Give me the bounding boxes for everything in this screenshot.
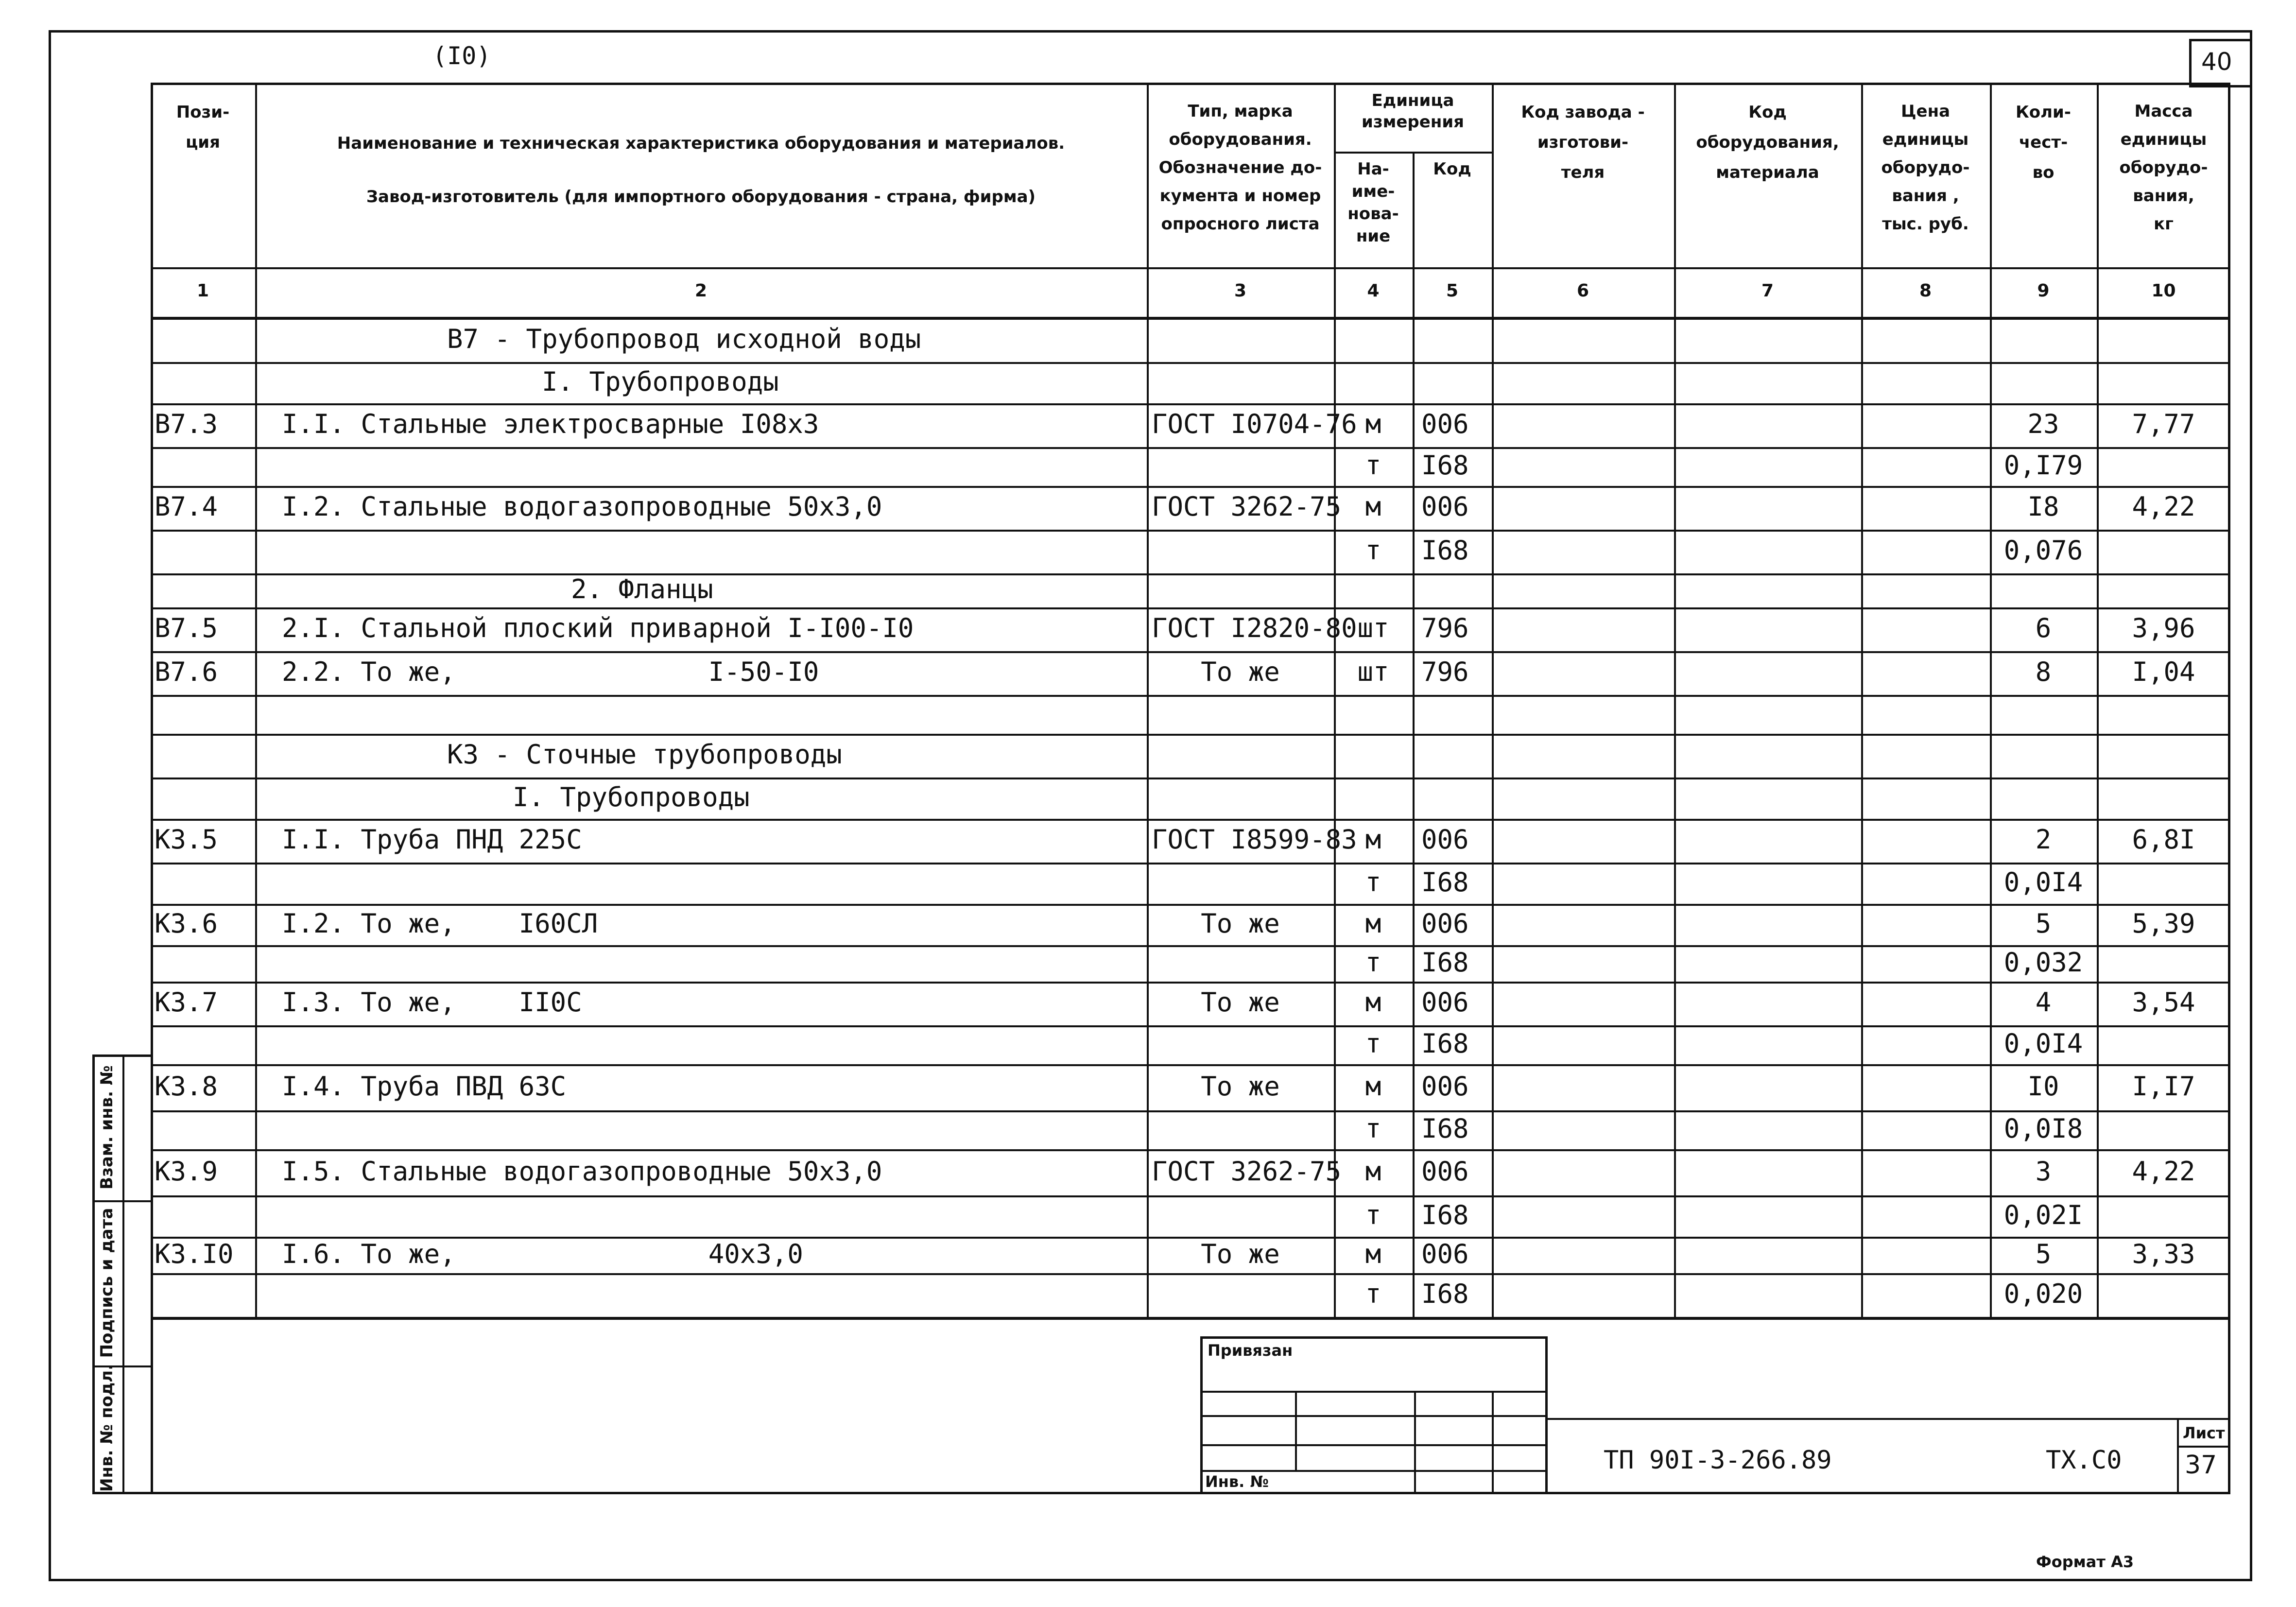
table-cell: 6,8I	[2132, 824, 2195, 855]
table-cell: т	[1365, 1279, 1381, 1309]
column-number: 8	[1919, 281, 1932, 301]
header-bottom-line	[151, 267, 2230, 269]
table-cell: шт	[1357, 657, 1389, 687]
table-cell: I68	[1421, 947, 1469, 978]
table-cell: м	[1365, 824, 1381, 855]
table-cell: I0	[2027, 1071, 2059, 1102]
table-cell: 2.2. То же, I-50-I0	[282, 657, 819, 687]
row-line	[151, 362, 2230, 364]
table-cell: 006	[1421, 1156, 1469, 1187]
table-cell: То же	[1201, 987, 1280, 1018]
row-line	[151, 403, 2230, 405]
table-cell: То же	[1201, 1238, 1280, 1269]
col-line	[1147, 83, 1149, 1317]
table-cell: 5	[2035, 1238, 2052, 1269]
column-number: 6	[1576, 281, 1589, 301]
tb-line-2	[1200, 1415, 1548, 1417]
colnum-bottom-line	[151, 317, 2230, 320]
table-cell: ГОСТ I2820-80	[1152, 613, 1357, 643]
table-cell: I.3. То же, II0С	[282, 987, 582, 1018]
table-cell: т	[1365, 535, 1381, 566]
table-cell: т	[1365, 866, 1381, 898]
table-cell: I,I7	[2132, 1071, 2195, 1102]
row-line	[151, 447, 2230, 449]
column-header: Код завода - изготови- теля	[1521, 103, 1645, 182]
table-cell: В7.5	[155, 613, 218, 643]
table-cell: К3.I0	[155, 1238, 234, 1269]
row-line	[151, 1064, 2230, 1066]
table-cell: I68	[1421, 1279, 1469, 1309]
table-cell: 0,0I4	[2003, 1028, 2083, 1059]
row-line	[151, 695, 2230, 697]
column-header: Код	[1433, 159, 1471, 179]
table-cell: 006	[1421, 824, 1469, 855]
inv-orig-label: Инв. № подл.	[97, 1364, 117, 1492]
table-cell: I68	[1421, 535, 1469, 566]
section-title: К3 - Сточные трубопроводы	[447, 739, 842, 770]
table-cell: т	[1365, 450, 1381, 481]
sheet-box-divider	[2177, 1418, 2179, 1494]
row-line	[151, 819, 2230, 821]
column-number: 5	[1446, 281, 1459, 301]
sheet-box-line	[2177, 1446, 2230, 1448]
row-line	[151, 486, 2230, 488]
doc-code: ТП 90I-3-266.89	[1604, 1446, 1832, 1475]
format-label: Формат А3	[2036, 1553, 2134, 1571]
column-header: На- име- нова- ние	[1347, 159, 1399, 246]
table-cell: К3.6	[155, 908, 218, 939]
table-cell: м	[1365, 409, 1381, 439]
table-cell: I68	[1421, 1113, 1469, 1144]
table-cell: К3.5	[155, 824, 218, 855]
table-cell: К3.8	[155, 1071, 218, 1102]
table-cell: 4,22	[2132, 1156, 2195, 1187]
table-cell: м	[1365, 1071, 1381, 1102]
table-cell: 5	[2035, 908, 2052, 939]
table-cell: I68	[1421, 1199, 1469, 1230]
tb-main-top	[1548, 1418, 2230, 1420]
table-cell: 0,0I8	[2003, 1113, 2083, 1144]
row-line	[151, 1273, 2230, 1275]
col-line	[1674, 83, 1676, 1317]
col-line	[1861, 83, 1863, 1317]
column-number: 2	[694, 281, 708, 301]
table-cell: К3.9	[155, 1156, 218, 1187]
column-header: Тип, марка оборудования. Обозначение до- кумента и номер опросного листа	[1158, 102, 1322, 234]
table-cell: 0,020	[2003, 1279, 2083, 1309]
table-cell: 796	[1421, 657, 1469, 687]
table-cell: То же	[1201, 908, 1280, 939]
table-cell: 4,22	[2132, 491, 2195, 522]
tb-v-3	[1492, 1391, 1494, 1494]
section-title: 2. Фланцы	[571, 574, 713, 605]
table-cell: 5,39	[2132, 908, 2195, 939]
unit-group-label: Единица измерения	[1362, 91, 1464, 132]
table-cell: 0,076	[2003, 535, 2083, 566]
column-number: 4	[1367, 281, 1380, 301]
row-line	[151, 573, 2230, 575]
doc-mark: ТХ.С0	[2046, 1446, 2122, 1475]
table-cell: м	[1365, 987, 1381, 1018]
table-cell: 006	[1421, 908, 1469, 939]
row-line	[151, 863, 2230, 864]
table-cell: I.4. Труба ПВД 63С	[282, 1071, 567, 1102]
table-cell: I68	[1421, 866, 1469, 898]
table-cell: 006	[1421, 1071, 1469, 1102]
table-cell: м	[1365, 1238, 1381, 1269]
table-cell: В7.3	[155, 409, 218, 439]
table-cell: То же	[1201, 1071, 1280, 1102]
table-cell: м	[1365, 1156, 1381, 1187]
table-cell: т	[1365, 1199, 1381, 1230]
row-line	[151, 945, 2230, 947]
table-cell: I.I. Стальные электросварные I08x3	[282, 409, 819, 439]
table-cell: 6	[2035, 613, 2052, 643]
column-number: 9	[2037, 281, 2050, 301]
table-cell: 3	[2035, 1156, 2052, 1187]
table-cell: т	[1365, 1113, 1381, 1144]
sign-date-label: Подпись и дата	[97, 1208, 117, 1358]
column-header: Наименование и техническая характеристика оборудования и материалов. Завод-изготовитель (для импортного оборудования - страна, фирма)	[337, 134, 1065, 207]
bound-label: Привязан	[1208, 1341, 1293, 1360]
table-cell: I68	[1421, 1028, 1469, 1059]
table-cell: I68	[1421, 450, 1469, 481]
table-cell: т	[1365, 1028, 1381, 1059]
inv-label: Инв. №	[1205, 1472, 1269, 1491]
table-cell: В7.4	[155, 491, 218, 522]
table-cell: 7,77	[2132, 409, 2195, 439]
table-cell: т	[1365, 947, 1381, 978]
tb-line-1	[1200, 1391, 1548, 1393]
section-title: I. Трубопроводы	[513, 781, 750, 812]
table-cell: I.2. То же, I60СЛ	[282, 908, 598, 939]
table-cell: 006	[1421, 409, 1469, 439]
column-header: Цена единицы оборудо- вания , тыс. руб.	[1881, 102, 1970, 234]
column-header: Код оборудования, материала	[1696, 103, 1839, 182]
row-line	[151, 1110, 2230, 1112]
replace-inv-label: Взам. инв. №	[97, 1065, 117, 1190]
table-cell: I,04	[2132, 657, 2195, 687]
table-cell: В7.6	[155, 657, 218, 687]
sheet-top-number: (I0)	[432, 42, 491, 70]
table-cell: 2	[2035, 824, 2052, 855]
table-cell: 006	[1421, 491, 1469, 522]
sheet-number: 37	[2185, 1451, 2217, 1480]
table-cell: I.I. Труба ПНД 225С	[282, 824, 582, 855]
table-cell: I.5. Стальные водогазопроводные 50x3,0	[282, 1156, 882, 1187]
row-line	[151, 1025, 2230, 1027]
row-line	[151, 607, 2230, 609]
column-number: 3	[1234, 281, 1247, 301]
table-cell: м	[1365, 908, 1381, 939]
row-line	[151, 982, 2230, 984]
table-cell: 3,33	[2132, 1238, 2195, 1269]
tb-line-3	[1200, 1444, 1548, 1446]
row-line	[151, 904, 2230, 906]
table-cell: шт	[1357, 613, 1389, 643]
table-cell: 8	[2035, 657, 2052, 687]
table-bottom-line	[151, 1317, 2230, 1320]
table-cell: 0,I79	[2003, 450, 2083, 481]
table-cell: 0,032	[2003, 947, 2083, 978]
tb-v-2	[1414, 1391, 1416, 1494]
section-title: I. Трубопроводы	[542, 366, 779, 397]
table-cell: То же	[1201, 657, 1280, 687]
table-cell: 0,0I4	[2003, 866, 2083, 898]
table-cell: 4	[2035, 987, 2052, 1018]
table-cell: 3,96	[2132, 613, 2195, 643]
side-stamp-line-1	[92, 1200, 153, 1202]
table-cell: ГОСТ 3262-75	[1152, 491, 1342, 522]
section-title: В7 - Трубопровод исходной воды	[447, 324, 921, 354]
table-cell: м	[1365, 491, 1381, 522]
tb-v-1	[1295, 1391, 1297, 1470]
table-cell: 006	[1421, 1238, 1469, 1269]
page-number: 40	[2201, 48, 2232, 76]
table-cell: 23	[2027, 409, 2059, 439]
column-header: Коли- чест- во	[2016, 103, 2071, 182]
row-line	[151, 1149, 2230, 1151]
row-line	[151, 1195, 2230, 1197]
table-cell: 2.I. Стальной плоский приварной I-I00-I0	[282, 613, 914, 643]
column-number: 7	[1761, 281, 1774, 301]
table-cell: 796	[1421, 613, 1469, 643]
table-cell: ГОСТ 3262-75	[1152, 1156, 1342, 1187]
table-cell: 3,54	[2132, 987, 2195, 1018]
table-cell: I.2. Стальные водогазопроводные 50x3,0	[282, 491, 882, 522]
row-line	[151, 778, 2230, 779]
table-cell: ГОСТ I0704-76	[1152, 409, 1357, 439]
col-line	[2097, 83, 2099, 1317]
table-cell: 0,02I	[2003, 1199, 2083, 1230]
column-number: 1	[196, 281, 209, 301]
side-stamp-divider	[122, 1054, 124, 1494]
row-line	[151, 734, 2230, 736]
tb-line-4	[1200, 1470, 1548, 1472]
column-header: Пози- ция	[176, 103, 230, 152]
table-cell: 006	[1421, 987, 1469, 1018]
column-header: Масса единицы оборудо- вания, кг	[2119, 102, 2208, 234]
table-cell: ГОСТ I8599-83	[1152, 824, 1357, 855]
row-line	[151, 651, 2230, 653]
sheet-label: Лист	[2183, 1424, 2225, 1442]
col-line	[1492, 83, 1494, 1317]
col-line	[255, 83, 257, 1317]
column-number: 10	[2151, 281, 2176, 301]
table-cell: I8	[2027, 491, 2059, 522]
table-cell: К3.7	[155, 987, 218, 1018]
table-cell: I.6. То же, 40x3,0	[282, 1238, 803, 1269]
row-line	[151, 530, 2230, 532]
